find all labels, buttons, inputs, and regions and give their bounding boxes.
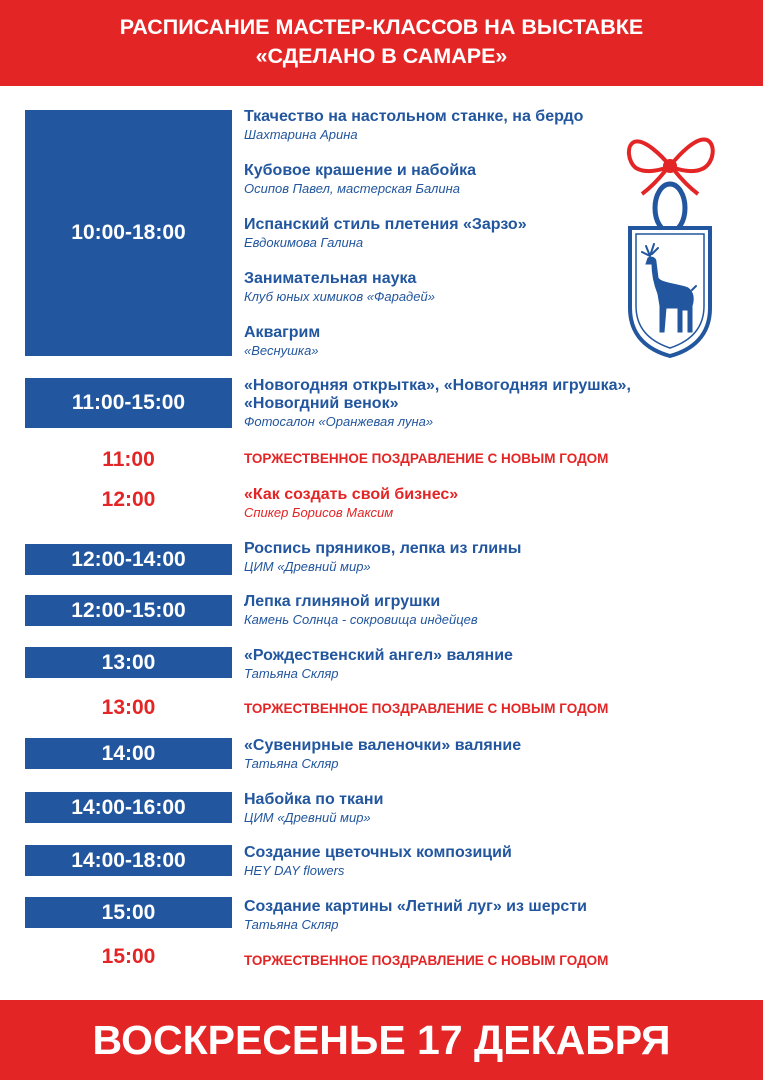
event-subtitle: Камень Солнца - сокровища индейцев bbox=[244, 612, 478, 627]
event-subtitle: Фотосалон «Оранжевая луна» bbox=[244, 414, 434, 429]
event-title: «Как создать свой бизнес» bbox=[244, 486, 459, 503]
event-clay-toy bbox=[244, 593, 478, 628]
event-title-continued: «Новогдний венок» bbox=[244, 395, 399, 412]
time-slot-11: 11:00 bbox=[102, 448, 155, 471]
event-subtitle: Осипов Павел, мастерская Балина bbox=[244, 181, 460, 196]
event-dyeing bbox=[244, 162, 476, 197]
time-slot-11-15: 11:00-15:00 bbox=[25, 378, 232, 428]
time-slot-13-red: 13:00 bbox=[101, 696, 156, 719]
event-subtitle: ЦИМ «Древний мир» bbox=[244, 559, 371, 574]
event-science bbox=[244, 270, 435, 305]
samara-emblem-icon bbox=[622, 128, 718, 358]
time-slot-15: 15:00 bbox=[25, 897, 232, 928]
event-subtitle: Евдокимова Галина bbox=[244, 235, 364, 250]
event-subtitle: Татьяна Скляр bbox=[244, 917, 339, 932]
event-title: Лепка глиняной игрушки bbox=[244, 593, 441, 610]
event-aquagrim bbox=[244, 324, 320, 359]
event-newyear-crafts bbox=[244, 377, 631, 430]
time-slot-14: 14:00 bbox=[25, 738, 232, 769]
event-title: «Сувенирные валеночки» валяние bbox=[244, 737, 522, 754]
event-subtitle: Шахтарина Арина bbox=[244, 127, 358, 142]
event-title: «Рождественский ангел» валяние bbox=[244, 647, 513, 664]
ring-icon bbox=[655, 184, 685, 232]
time-slot-14-18: 14:00-18:00 bbox=[25, 845, 232, 876]
event-title: Испанский стиль плетения «Зарзо» bbox=[244, 216, 527, 233]
event-subtitle: Татьяна Скляр bbox=[244, 756, 339, 771]
event-subtitle: Спикер Борисов Максим bbox=[244, 505, 394, 520]
event-subtitle: HEY DAY flowers bbox=[244, 863, 345, 878]
event-title: Аквагрим bbox=[244, 324, 321, 341]
time-slot-12: 12:00 bbox=[101, 488, 156, 511]
event-valenki bbox=[244, 737, 521, 772]
time-slot-12-15: 12:00-15:00 bbox=[25, 595, 232, 626]
event-title: Ткачество на настольном станке, на бердо bbox=[244, 108, 584, 125]
time-slot-12-14: 12:00-14:00 bbox=[25, 544, 232, 575]
time-slot-10-18: 10:00-18:00 bbox=[25, 110, 232, 356]
event-title: Кубовое крашение и набойка bbox=[244, 162, 477, 179]
announcement-greeting: ТОРЖЕСТВЕННОЕ ПОЗДРАВЛЕНИЕ С НОВЫМ ГОДОМ bbox=[244, 451, 609, 466]
event-flowers bbox=[244, 844, 512, 879]
event-title: Создание цветочных композиций bbox=[244, 844, 512, 861]
event-subtitle: ЦИМ «Древний мир» bbox=[244, 810, 371, 825]
time-slot-14-16: 14:00-16:00 bbox=[25, 792, 232, 823]
event-fabric-print bbox=[244, 791, 383, 826]
event-subtitle: «Веснушка» bbox=[244, 343, 319, 358]
event-title: «Новогодняя открытка», «Новогодняя игрушка», bbox=[244, 377, 631, 394]
event-subtitle: Клуб юных химиков «Фарадей» bbox=[244, 289, 435, 304]
page-title-line1: РАСПИСАНИЕ МАСТЕР-КЛАССОВ НА ВЫСТАВКЕ bbox=[119, 15, 644, 39]
event-business bbox=[244, 486, 458, 521]
event-angel-felting bbox=[244, 647, 513, 682]
header-banner bbox=[0, 0, 763, 86]
event-title: Набойка по ткани bbox=[244, 791, 384, 808]
event-gingerbread bbox=[244, 540, 521, 575]
page-title-line2: «СДЕЛАНО В САМАРЕ» bbox=[255, 44, 508, 68]
time-slot-13: 13:00 bbox=[25, 647, 232, 678]
time-slot-15-red: 15:00 bbox=[101, 945, 156, 968]
event-title: Роспись пряников, лепка из глины bbox=[244, 540, 522, 557]
announcement-greeting: ТОРЖЕСТВЕННОЕ ПОЗДРАВЛЕНИЕ С НОВЫМ ГОДОМ bbox=[244, 701, 609, 716]
event-weaving bbox=[244, 108, 583, 143]
event-title: Занимательная наука bbox=[244, 270, 417, 287]
date-banner: ВОСКРЕСЕНЬЕ 17 ДЕКАБРЯ bbox=[0, 1000, 763, 1080]
event-wool-painting bbox=[244, 898, 587, 933]
event-subtitle: Татьяна Скляр bbox=[244, 666, 339, 681]
event-zarzo bbox=[244, 216, 527, 251]
announcement-greeting: ТОРЖЕСТВЕННОЕ ПОЗДРАВЛЕНИЕ С НОВЫМ ГОДОМ bbox=[244, 953, 609, 968]
event-title: Создание картины «Летний луг» из шерсти bbox=[244, 898, 587, 915]
